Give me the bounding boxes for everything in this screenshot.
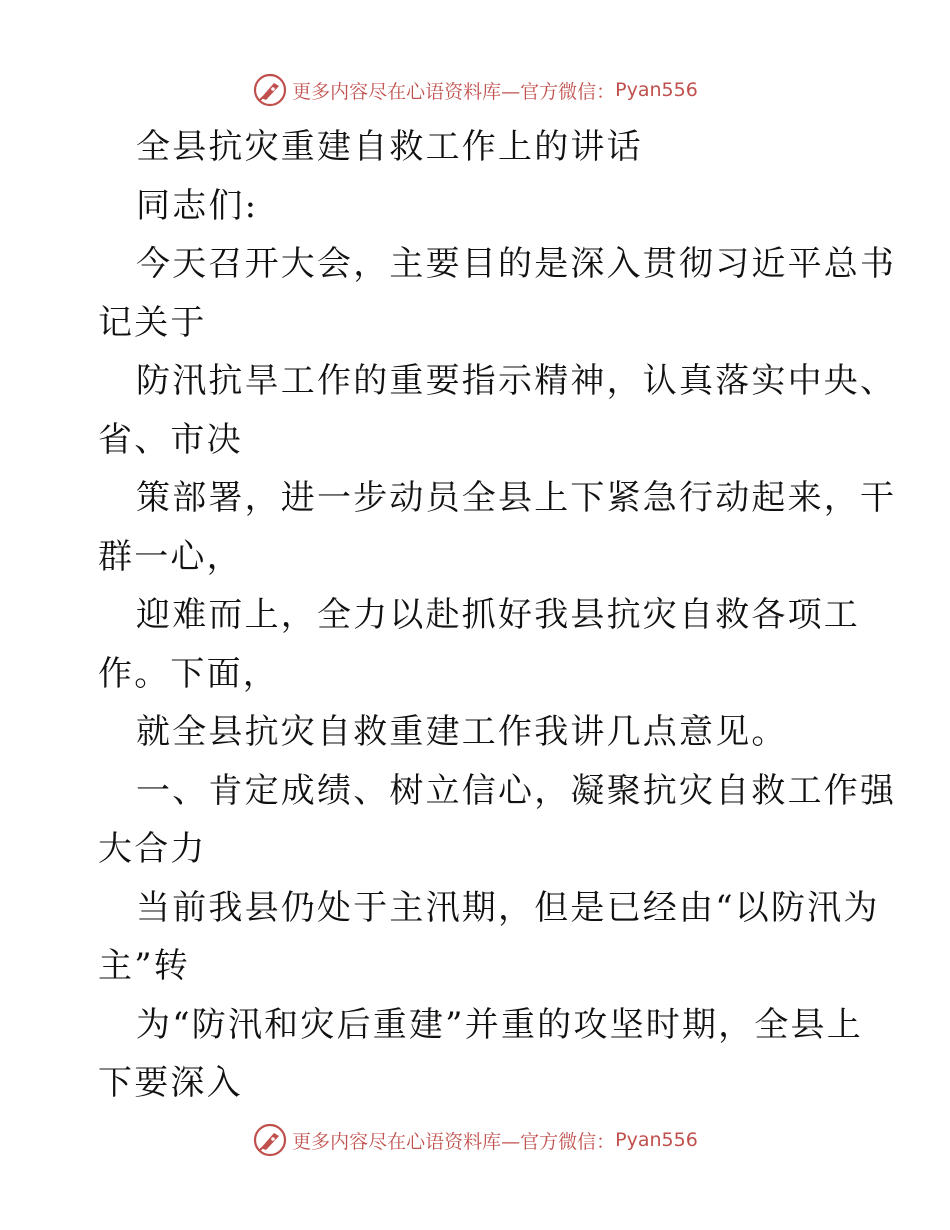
- section-heading-line: 大合力: [98, 829, 207, 869]
- paragraph-line: 迎难而上，全力以赴抓好我县抗灾自救各项工: [136, 595, 860, 635]
- pen-nib-logo-icon: [252, 1122, 288, 1158]
- section-heading-line: 一、肯定成绩、树立信心，凝聚抗灾自救工作强: [136, 770, 897, 811]
- paragraph-line: 防汛抗旱工作的重要指示精神，认真落实中央、: [136, 361, 897, 401]
- watermark-text: 更多内容尽在心语资料库—官方微信：: [292, 1130, 616, 1153]
- paragraph-line: 策部署，进一步动员全县上下紧急行动起来，干: [136, 478, 897, 518]
- paragraph-line: 今天召开大会，主要目的是深入贯彻习近平总书: [136, 244, 897, 284]
- paragraph-line: 记关于: [98, 302, 207, 343]
- watermark-footer: [0, 1120, 950, 1160]
- paragraph-line: 为“防汛和灾后重建”并重的攻坚时期，全县上: [136, 1004, 863, 1045]
- paragraph-line: 主”转: [98, 946, 190, 986]
- paragraph-line: 省、市决: [98, 419, 243, 460]
- document-body: [98, 118, 897, 1113]
- paragraph-line: 作。下面，: [98, 653, 279, 694]
- paragraph-line: 当前我县仍处于主汛期，但是已经由“以防汛为: [136, 887, 880, 928]
- paragraph-line: 就全县抗灾自救重建工作我讲几点意见。: [136, 712, 788, 752]
- paragraph-line: 下要深入: [98, 1063, 243, 1103]
- document-title: 全县抗灾重建自救工作上的讲话: [136, 127, 643, 167]
- watermark-text: 更多内容尽在心语资料库—官方微信：: [292, 80, 616, 103]
- pen-nib-logo-icon: [252, 72, 288, 108]
- watermark-header: [0, 70, 950, 110]
- paragraph-line: 群一心，: [98, 536, 243, 577]
- salutation: 同志们:: [136, 185, 259, 226]
- watermark-wechat-id: Pyan556: [615, 79, 698, 101]
- watermark-wechat-id: Pyan556: [615, 1129, 698, 1151]
